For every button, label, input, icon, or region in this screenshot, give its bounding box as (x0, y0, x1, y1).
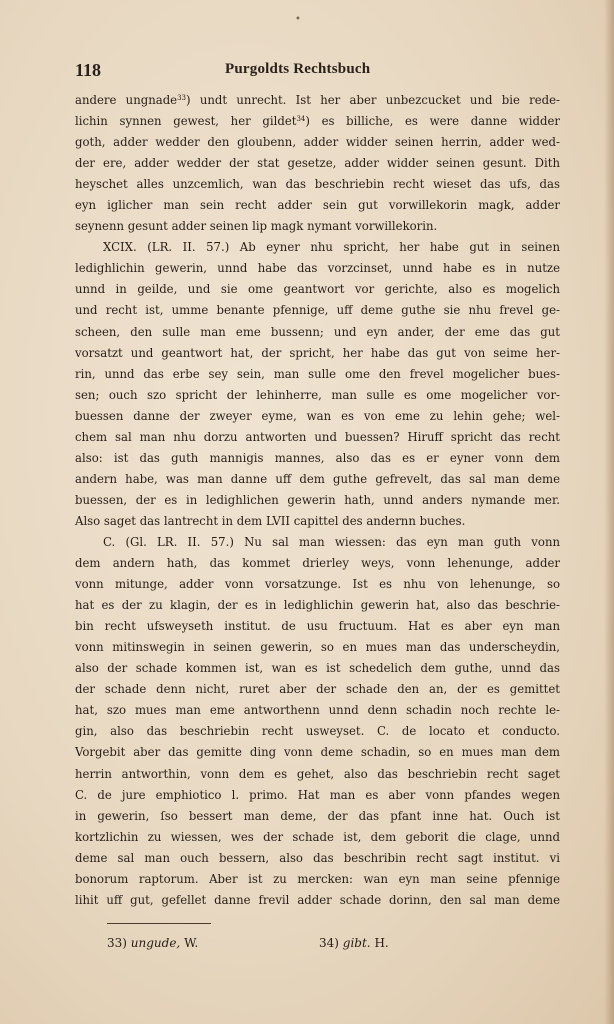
text-run: eyn iglicher man sein recht adder sein gut vorwillekorin magk, adder (75, 198, 560, 213)
text-run: vonn mitunge, adder vonn vorsatzunge. Ist es nhu von lehenunge, so (75, 577, 560, 592)
text-run: herrin antworthin, vonn dem es gehet, also das beschriebin recht saget (75, 766, 560, 781)
text-line (75, 553, 560, 574)
text-line (75, 216, 560, 237)
text-line (75, 785, 560, 806)
page-edge (604, 0, 614, 1024)
text-run: der ere, adder wedder der stat gesetze, adder widder seinen gesunt. Dith (75, 156, 560, 171)
text-run: bin recht ufsweyseth institut. de usu fructuum. Hat es aber eyn man (75, 619, 560, 634)
text-run: kortzlichin zu wiessen, wes der schade ist, dem geborit die clage, unnd (75, 829, 560, 844)
footnote-source: H. (374, 936, 389, 950)
text-line (75, 385, 560, 406)
text-line (75, 532, 560, 553)
text-run: andern habe, was man danne uff dem guthe gefrevelt, das sal man deme (75, 471, 560, 486)
text-line (75, 279, 560, 300)
text-run: Vorgebit aber das gemitte ding vonn deme schadin, so en mues man dem (75, 745, 560, 760)
text-run: Also saget das lantrecht in dem LVII capittel des andernn buches. (75, 513, 466, 528)
text-run: der schade denn nicht, ruret aber der schade den an, der es gemittet (75, 682, 560, 697)
text-line (75, 364, 560, 385)
text-run: hat, szo mues man eme antworthenn unnd denn schadin noch rechte le- (75, 703, 560, 718)
text-line (75, 827, 560, 848)
text-line (75, 890, 560, 911)
text-run: ledighlichin gewerin, unnd habe das vorzcinset, unnd habe es in nutze (75, 261, 560, 276)
text-run: vorsatzt und geantwort hat, der spricht, her habe das gut von seime her- (75, 345, 560, 360)
running-title: Purgoldts Rechtsbuch (225, 61, 371, 77)
text-run: buessen, der es in ledighlichen gewerin hath, unnd anders nymande mer. (75, 492, 560, 507)
text-run: also der schade kommen ist, wan es ist schedelich dem guthe, unnd das (75, 661, 560, 676)
text-line (75, 764, 560, 785)
text-run: hat es der zu klagin, der es in ledighlichin gewerin hat, also das beschrie- (75, 598, 560, 613)
footnote-reading: gibt. (342, 936, 371, 950)
text-run: in gewerin, ſso bessert man deme, der das pfant inne hat. Ouch ist (75, 808, 560, 823)
text-run: lihit uff gut, gefellet danne frevil adder schade dorinn, den sal man deme (75, 892, 560, 907)
text-run: andere ungnade (75, 93, 178, 107)
text-run: C. de jure emphiotico l. primo. Hat man es aber vonn pfandes wegen (75, 787, 560, 802)
text-run: ) es billiche, es were danne widder (305, 114, 560, 129)
text-line (75, 132, 560, 153)
text-run: also: ist das guth mannigis mannes, also das es er eyner vonn dem (75, 450, 560, 465)
page-header (75, 60, 560, 84)
text-run: bonorum raptorum. Aber ist zu mercken: wan eyn man seine pfennige (75, 871, 560, 886)
text-run: rin, unnd das erbe sey sein, man sulle ome den frevel mogelicher bues- (75, 366, 560, 381)
text-line (75, 637, 560, 658)
text-run: und recht ist, umme benante pfennige, uff deme guthe sie nhu frevel ge- (75, 303, 560, 318)
text-line (75, 406, 560, 427)
text-run: dem andern hath, das kommet drierley weys, vonn lehenunge, adder (75, 556, 560, 571)
body-text (75, 90, 560, 911)
footnote-number: 34) (319, 936, 339, 950)
footnote-source: W. (184, 936, 199, 950)
text-run: ) undt unrecht. Ist her aber unbezcucket und bie rede- (186, 93, 560, 107)
footnote-rule (107, 923, 211, 924)
text-line (75, 448, 560, 469)
footnote-reading: ungude, (130, 936, 181, 950)
text-line (75, 469, 560, 490)
text-run: buessen danne der zweyer eyme, wan es von eme zu lehin gehe; wel- (75, 408, 560, 423)
text-line (75, 237, 560, 258)
footnote-33 (107, 936, 198, 950)
top-mark: • (295, 14, 301, 25)
text-line (75, 343, 560, 364)
text-run: seynenn gesunt adder seinen lip magk nymant vorwillekorin. (75, 219, 438, 234)
text-line (75, 490, 560, 511)
text-run: heyschet alles unzcemlich, wan das beschriebin recht wieset das ufs, das (75, 177, 560, 192)
text-line (75, 322, 560, 343)
text-run: C. (Gl. LR. II. 57.) Nu sal man wiessen: das eyn man guth vonn (103, 534, 560, 549)
text-line (75, 511, 560, 532)
text-line (75, 111, 560, 132)
footnote-ref: 33 (177, 94, 187, 102)
text-line (75, 174, 560, 195)
text-run: unnd in geilde, und sie ome geantwort vor gerichte, also es mogelich (75, 282, 560, 297)
text-line (75, 153, 560, 174)
text-run: lichin synnen gewest, her gildet (75, 114, 297, 129)
text-line (75, 869, 560, 890)
text-line (75, 679, 560, 700)
text-line (75, 848, 560, 869)
text-line (75, 595, 560, 616)
text-run: XCIX. (LR. II. 57.) Ab eyner nhu spricht, her habe gut in seinen (103, 240, 560, 255)
text-line (75, 806, 560, 827)
text-run: scheen, den sulle man eme bussenn; und eyn ander, der eme das gut (75, 324, 560, 339)
text-run: goth, adder wedder den gloubenn, adder widder seinen herrin, adder wed- (75, 135, 560, 150)
text-line (75, 90, 560, 111)
text-line (75, 300, 560, 321)
text-run: sen; ouch szo spricht der lehinherre, man sulle es ome mogelicher vor- (75, 387, 560, 402)
text-line (75, 616, 560, 637)
page-number: 118 (75, 60, 102, 80)
text-run: chem sal man nhu dorzu antworten und buessen? Hiruff spricht das recht (75, 429, 560, 444)
footnote-ref: 34 (296, 115, 306, 124)
text-run: deme sal man ouch bessern, also das beschribin recht sagt institut. vi (75, 850, 560, 865)
text-line (75, 195, 560, 216)
text-line (75, 427, 560, 448)
text-line (75, 700, 560, 721)
text-line (75, 742, 560, 763)
text-line (75, 658, 560, 679)
text-run: gin, also das beschriebin recht usweyset. C. de locato et conducto. (75, 724, 560, 739)
text-line (75, 258, 560, 279)
text-run: vonn mitinswegin in seinen gewerin, so en mues man das underscheydin, (75, 640, 560, 655)
text-line (75, 721, 560, 742)
footnote-34 (319, 936, 389, 950)
text-line (75, 574, 560, 595)
footnote-number: 33) (107, 936, 127, 950)
footnotes (107, 936, 407, 956)
